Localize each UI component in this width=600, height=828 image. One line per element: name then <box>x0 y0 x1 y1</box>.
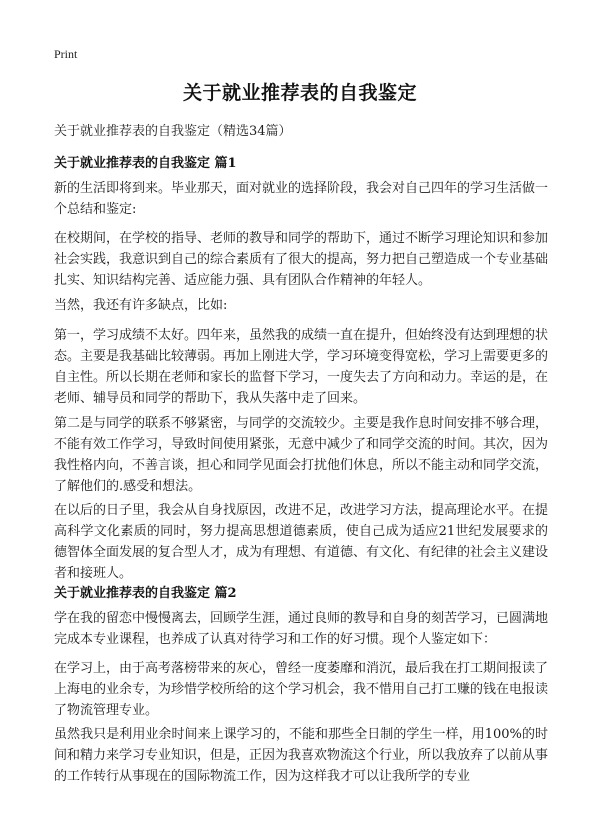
paragraph: 虽然我只是利用业余时间来上课学习的，不能和那些全日制的学生一样，用100%的时间和精力来学习专业知识，但是，正因为我喜欢物流这个行业，所以我放弃了以前从事的工作转行从事现在的国际物流工作，因为这样我才可以让我所学的专业 <box>54 727 549 784</box>
paragraph: 第一，学习成绩不太好。四年来，虽然我的成绩一直在提升，但始终没有达到理想的状态。主要是我基础比较薄弱。再加上刚进大学，学习环境变得宽松，学习上需要更多的自主性。所以长期在老师和家长的监督下学习，一度失去了方向和动力。幸运的是，在老师、辅导员和同学的帮助下，我从失落中走了回来。 <box>54 328 549 406</box>
section-heading: 关于就业推荐表的自我鉴定 篇2 <box>54 586 237 601</box>
paragraph: 第二是与同学的联系不够紧密，与同学的交流较少。主要是我作息时间安排不够合理，不能有效工作学习，导致时间使用紧张，无意中减少了和同学交流的时间。其次，因为我性格内向，不善言谈，担心和同学见面会打扰他们休息，所以不能主动和同学交流，了解他们的.感受和想法。 <box>54 416 549 494</box>
section-heading: 关于就业推荐表的自我鉴定 篇1 <box>54 156 237 171</box>
paragraph: 学在我的留恋中慢慢离去，回顾学生涯，通过良师的教导和自身的刻苦学习，已圆满地完成本专业课程，也养成了认真对待学习和工作的好习惯。现个人鉴定如下： <box>54 611 549 647</box>
document-subtitle: 关于就业推荐表的自我鉴定（精选34篇） <box>54 124 292 139</box>
paragraph: 在学习上，由于高考落榜带来的灰心，曾经一度萎靡和消沉，最后我在打工期间报读了上海电的业余专，为珍惜学校所给的这个学习机会，我不惜用自己打工赚的钱在电报读了物流管理专业。 <box>54 661 549 718</box>
print-link[interactable]: Print <box>54 47 78 61</box>
paragraph: 当然，我还有许多缺点，比如: <box>54 298 228 313</box>
paragraph: 新的生活即将到来。毕业那天，面对就业的选择阶段，我会对自己四年的学习生活做一个总结和鉴定: <box>54 181 549 217</box>
paragraph: 在以后的日子里，我会从自身找原因，改进不足，改进学习方法，提高理论水平。在提高科学文化素质的同时，努力提高思想道德素质，使自己成为适应21世纪发展要求的德智体全面发展的复合型人才，成为有理想、有道德、有文化、有纪律的社会主义建设者和接班人。 <box>54 503 549 581</box>
page-title: 关于就业推荐表的自我鉴定 <box>182 82 417 104</box>
paragraph: 在校期间，在学校的指导、老师的教导和同学的帮助下，通过不断学习理论知识和参加社会实践，我意识到自己的综合素质有了很大的提高，努力把自己塑造成一个专业基础扎实、知识结构完善、适应能力强、具有团队合作精神的年轻人。 <box>54 231 549 288</box>
